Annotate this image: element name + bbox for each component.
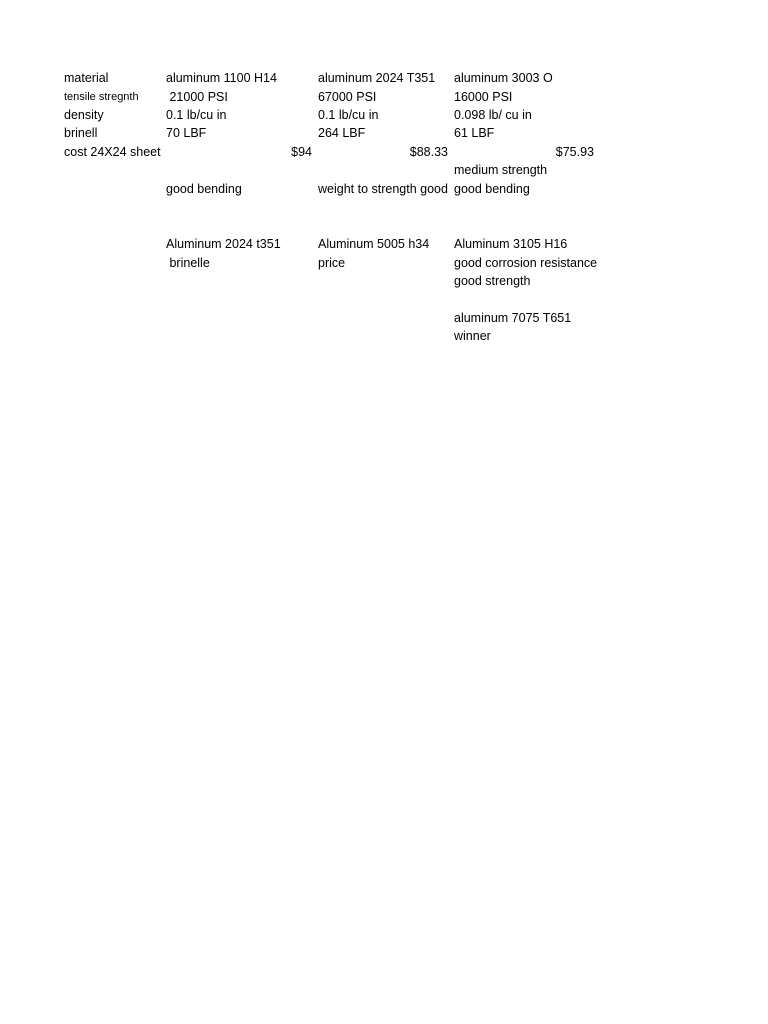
col2-cost: $88.33: [409, 145, 448, 159]
col2-tensile: 67000 PSI: [318, 90, 377, 104]
col1-density: 0.1 lb/cu in: [166, 108, 227, 122]
col3-density: 0.098 lb/ cu in: [454, 108, 532, 122]
lower-col1-line2: brinelle: [166, 256, 210, 270]
lower-col3-extra-line1: aluminum 7075 T651: [454, 311, 572, 325]
lower-col1-line1: Aluminum 2024 t351: [166, 237, 281, 251]
row-label-brinell: brinell: [64, 126, 98, 140]
col3-note-1: medium strength: [454, 163, 548, 177]
col3-material: aluminum 3003 O: [454, 71, 553, 85]
lower-col3-extra-line2: winner: [454, 329, 491, 343]
col1-brinell: 70 LBF: [166, 126, 207, 140]
col3-cost: $75.93: [555, 145, 594, 159]
row-label-density: density: [64, 108, 104, 122]
col1-material: aluminum 1100 H14: [166, 71, 277, 85]
row-label-tensile: tensile stregnth: [64, 91, 139, 103]
row-label-cost: cost 24X24 sheet: [64, 145, 161, 159]
lower-col3-line2: good corrosion resistance: [454, 256, 598, 270]
col1-cost: $94: [291, 145, 312, 159]
col3-brinell: 61 LBF: [454, 126, 495, 140]
col2-brinell: 264 LBF: [318, 126, 366, 140]
col2-material: aluminum 2024 T351: [318, 71, 436, 85]
row-label-material: material: [64, 71, 109, 85]
col1-note: good bending: [166, 182, 242, 196]
col2-note: weight to strength good: [318, 182, 448, 196]
col3-tensile: 16000 PSI: [454, 90, 513, 104]
lower-col3-line3: good strength: [454, 274, 531, 288]
col3-note-2: good bending: [454, 182, 530, 196]
lower-col3-line1: Aluminum 3105 H16: [454, 237, 568, 251]
lower-col2-line2: price: [318, 256, 346, 270]
col2-density: 0.1 lb/cu in: [318, 108, 379, 122]
col1-tensile: 21000 PSI: [166, 90, 228, 104]
lower-col2-line1: Aluminum 5005 h34: [318, 237, 430, 251]
